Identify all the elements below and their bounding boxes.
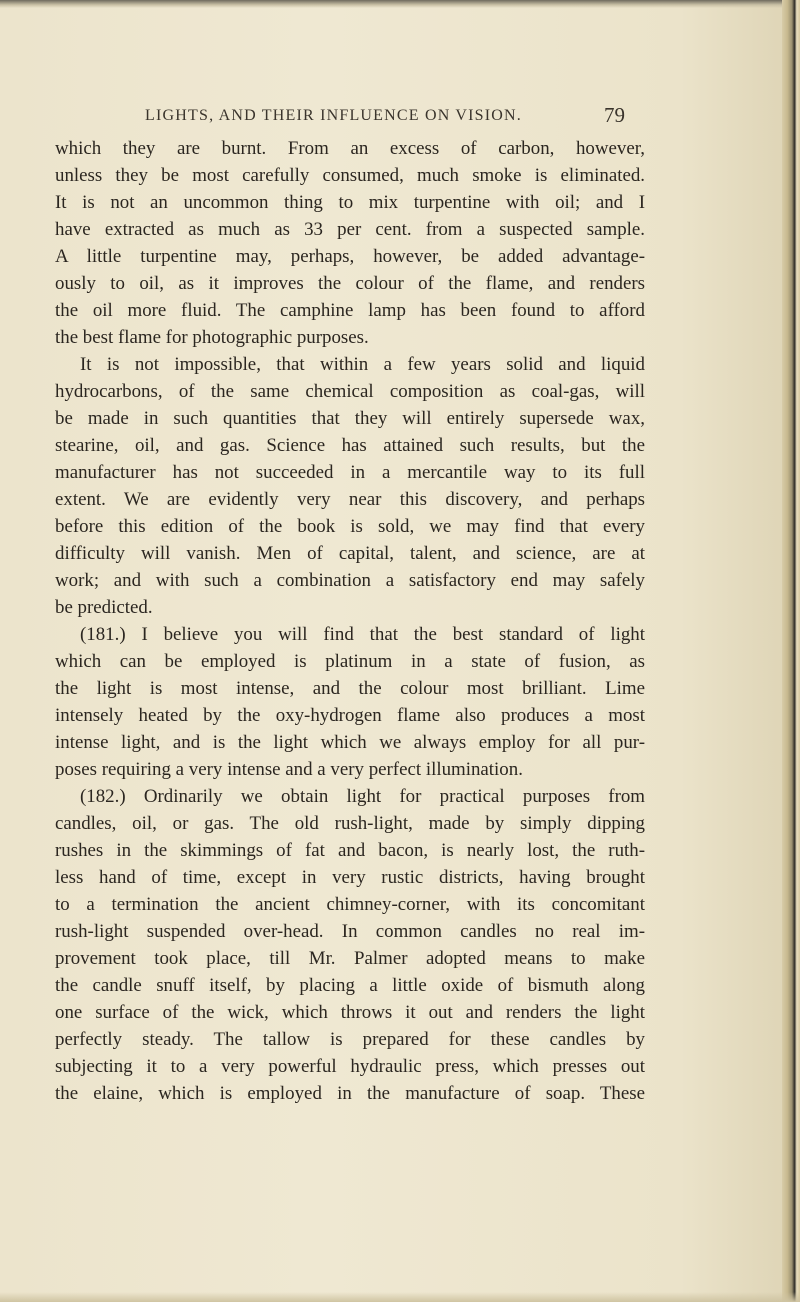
page-top-shadow — [0, 0, 800, 8]
text-line: extent. We are evidently very near this discovery, and perhaps — [55, 489, 645, 510]
text-line: rush-light suspended over-head. In common candles no real im- — [55, 921, 645, 942]
page-binding-edge — [782, 0, 800, 1302]
page-number: 79 — [604, 103, 625, 127]
text-line: the oil more fluid. The camphine lamp has been found to afford — [55, 300, 645, 321]
text-line: work; and with such a combination a satisfactory end may safely — [55, 570, 645, 591]
text-line: manufacturer has not succeeded in a mercantile way to its full — [55, 462, 645, 483]
text-line: hydrocarbons, of the same chemical composition as coal-gas, will — [55, 381, 645, 402]
text-line: provement took place, till Mr. Palmer adopted means to make — [55, 948, 645, 969]
text-line: be made in such quantities that they will entirely supersede wax, — [55, 408, 645, 429]
text-line: the candle snuff itself, by placing a little oxide of bismuth along — [55, 975, 645, 996]
text-line: poses requiring a very intense and a very perfect illumination. — [55, 759, 523, 780]
text-line: before this edition of the book is sold, we may find that every — [55, 516, 645, 537]
text-line: the elaine, which is employed in the manufacture of soap. These — [55, 1083, 645, 1104]
text-line: rushes in the skimmings of fat and bacon, is nearly lost, the ruth- — [55, 840, 645, 861]
text-line: It is not impossible, that within a few years solid and liquid — [80, 354, 645, 375]
text-line: (181.) I believe you will find that the best standard of light — [80, 624, 645, 645]
text-line: intensely heated by the oxy-hydrogen flame also produces a most — [55, 705, 645, 726]
text-line: candles, oil, or gas. The old rush-light, made by simply dipping — [55, 813, 645, 834]
running-head: LIGHTS, AND THEIR INFLUENCE ON VISION. — [145, 107, 522, 124]
text-line: difficulty will vanish. Men of capital, talent, and science, are at — [55, 543, 645, 564]
text-line: perfectly steady. The tallow is prepared for these candles by — [55, 1029, 645, 1050]
text-line: subjecting it to a very powerful hydraulic press, which presses out — [55, 1056, 645, 1077]
text-line: A little turpentine may, perhaps, however, be added advantage- — [55, 246, 645, 267]
text-line: It is not an uncommon thing to mix turpentine with oil; and I — [55, 192, 645, 213]
text-line: ously to oil, as it improves the colour of the flame, and renders — [55, 273, 645, 294]
text-line: (182.) Ordinarily we obtain light for practical purposes from — [80, 786, 645, 807]
text-line: less hand of time, except in very rustic districts, having brought — [55, 867, 645, 888]
page-bottom-edge — [0, 1292, 800, 1302]
text-line: unless they be most carefully consumed, much smoke is eliminated. — [55, 165, 645, 186]
body-text — [55, 135, 645, 1107]
text-line: to a termination the ancient chimney-corner, with its concomitant — [55, 894, 645, 915]
text-line: the best flame for photographic purposes. — [55, 327, 369, 348]
text-line: have extracted as much as 33 per cent. from a suspected sample. — [55, 219, 645, 240]
text-line: be predicted. — [55, 597, 153, 618]
page-header — [145, 103, 625, 131]
text-line: which can be employed is platinum in a state of fusion, as — [55, 651, 645, 672]
text-line: the light is most intense, and the colour most brilliant. Lime — [55, 678, 645, 699]
text-line: stearine, oil, and gas. Science has attained such results, but the — [55, 435, 645, 456]
text-line: intense light, and is the light which we always employ for all pur- — [55, 732, 645, 753]
text-line: which they are burnt. From an excess of carbon, however, — [55, 138, 645, 159]
text-line: one surface of the wick, which throws it out and renders the light — [55, 1002, 645, 1023]
